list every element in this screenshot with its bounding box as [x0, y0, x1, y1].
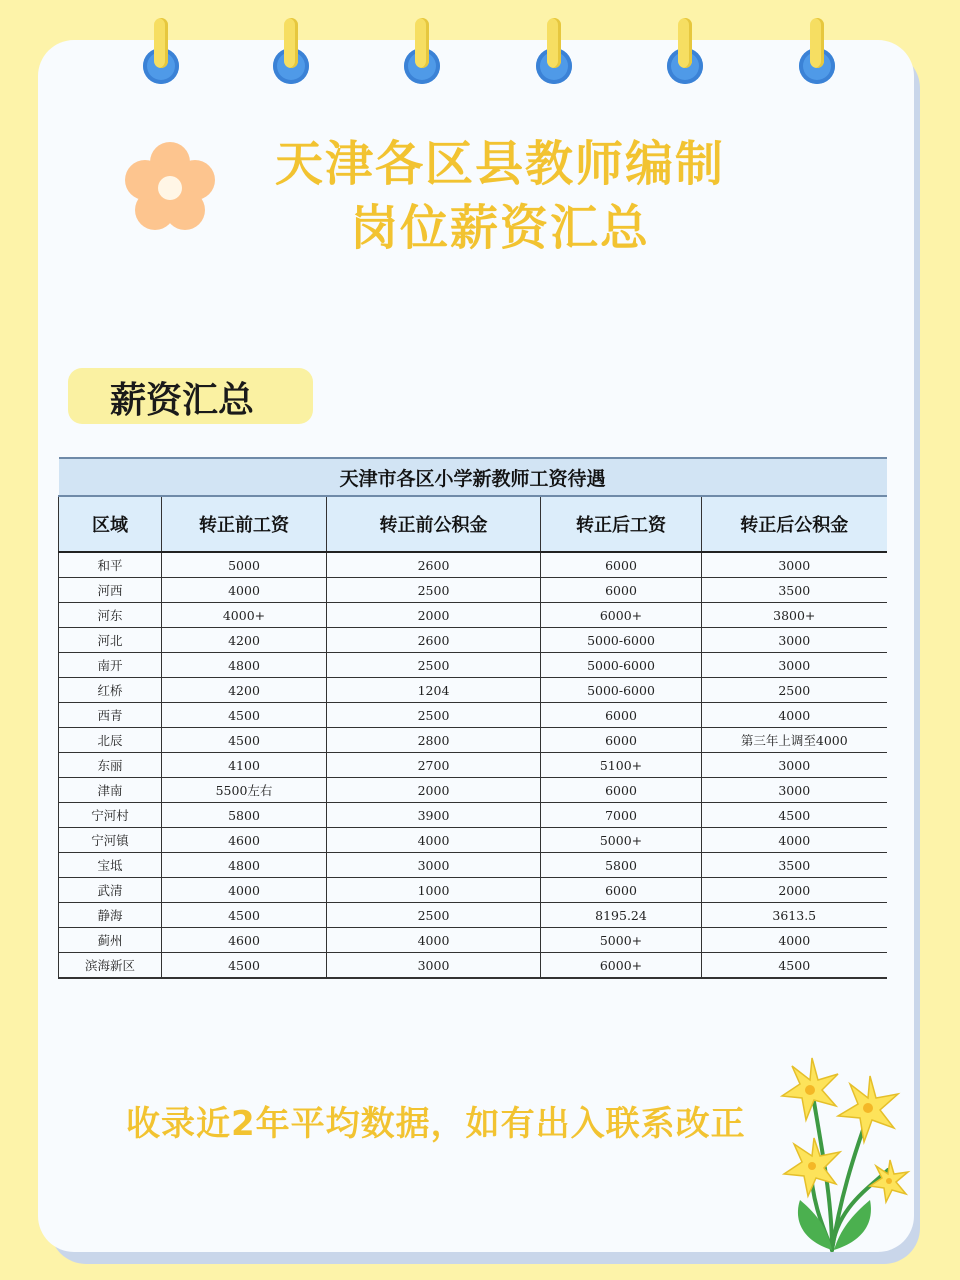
region-cell: 宁河村 — [59, 803, 162, 828]
table-row — [59, 628, 887, 653]
value-cell: 2800 — [327, 728, 541, 753]
value-cell: 4800 — [162, 853, 327, 878]
table-row — [59, 778, 887, 803]
value-cell: 2600 — [327, 628, 541, 653]
value-cell: 5000+ — [541, 928, 702, 953]
value-cell: 3000 — [702, 653, 887, 678]
value-cell: 第三年上调至4000 — [702, 728, 887, 753]
binder-ring-icon — [143, 18, 179, 84]
value-cell: 3000 — [702, 552, 887, 578]
value-cell: 4500 — [162, 728, 327, 753]
value-cell: 4800 — [162, 653, 327, 678]
value-cell: 4000 — [702, 928, 887, 953]
table-row — [59, 878, 887, 903]
value-cell: 3800+ — [702, 603, 887, 628]
value-cell: 8195.24 — [541, 903, 702, 928]
value-cell: 2000 — [327, 603, 541, 628]
value-cell: 2600 — [327, 552, 541, 578]
value-cell: 4000 — [702, 703, 887, 728]
value-cell: 2500 — [327, 578, 541, 603]
value-cell: 4600 — [162, 928, 327, 953]
table-row — [59, 703, 887, 728]
table-row — [59, 853, 887, 878]
value-cell: 4500 — [162, 703, 327, 728]
value-cell: 5000-6000 — [541, 678, 702, 703]
value-cell: 6000+ — [541, 603, 702, 628]
value-cell: 3000 — [702, 778, 887, 803]
region-cell: 河东 — [59, 603, 162, 628]
value-cell: 4500 — [702, 953, 887, 979]
table-row — [59, 653, 887, 678]
value-cell: 6000 — [541, 703, 702, 728]
value-cell: 2500 — [327, 653, 541, 678]
column-header: 转正后公积金 — [702, 496, 887, 552]
table-row — [59, 803, 887, 828]
region-cell: 蓟州 — [59, 928, 162, 953]
value-cell: 1204 — [327, 678, 541, 703]
footer-note: 收录近2年平均数据，如有出入联系改正 — [126, 1104, 746, 1144]
region-cell: 武清 — [59, 878, 162, 903]
yellow-flowers-illustration — [770, 1050, 920, 1260]
value-cell: 7000 — [541, 803, 702, 828]
value-cell: 4100 — [162, 753, 327, 778]
value-cell: 3500 — [702, 578, 887, 603]
page-title-line1: 天津各区县教师编制 — [274, 136, 725, 192]
value-cell: 2000 — [702, 878, 887, 903]
region-cell: 南开 — [59, 653, 162, 678]
column-header: 转正前工资 — [162, 496, 327, 552]
region-cell: 静海 — [59, 903, 162, 928]
value-cell: 3613.5 — [702, 903, 887, 928]
binder-ring-icon — [536, 18, 572, 84]
region-cell: 宝坻 — [59, 853, 162, 878]
table-row — [59, 603, 887, 628]
value-cell: 4000 — [702, 828, 887, 853]
value-cell: 6000+ — [541, 953, 702, 979]
table-row — [59, 828, 887, 853]
value-cell: 2700 — [327, 753, 541, 778]
value-cell: 5800 — [541, 853, 702, 878]
value-cell: 2000 — [327, 778, 541, 803]
region-cell: 河北 — [59, 628, 162, 653]
value-cell: 4000 — [327, 928, 541, 953]
page-title — [200, 132, 800, 260]
binder-ring-icon — [799, 18, 835, 84]
value-cell: 4000 — [162, 878, 327, 903]
table-row — [59, 953, 887, 979]
region-cell: 宁河镇 — [59, 828, 162, 853]
value-cell: 3000 — [702, 628, 887, 653]
value-cell: 4200 — [162, 678, 327, 703]
column-header: 转正前公积金 — [327, 496, 541, 552]
table-row — [59, 753, 887, 778]
region-cell: 滨海新区 — [59, 953, 162, 979]
value-cell: 3000 — [327, 953, 541, 979]
value-cell: 3000 — [702, 753, 887, 778]
value-cell: 2500 — [702, 678, 887, 703]
salary-table — [58, 457, 887, 979]
page-title-line2: 岗位薪资汇总 — [349, 200, 650, 256]
value-cell: 3000 — [327, 853, 541, 878]
value-cell: 4500 — [162, 953, 327, 979]
table-row — [59, 678, 887, 703]
value-cell: 4000+ — [162, 603, 327, 628]
table-row — [59, 903, 887, 928]
section-tag-label: 薪资汇总 — [110, 380, 255, 421]
value-cell: 4000 — [327, 828, 541, 853]
value-cell: 2500 — [327, 703, 541, 728]
table-row — [59, 928, 887, 953]
region-cell: 北辰 — [59, 728, 162, 753]
value-cell: 1000 — [327, 878, 541, 903]
value-cell: 3500 — [702, 853, 887, 878]
value-cell: 6000 — [541, 552, 702, 578]
value-cell: 4500 — [702, 803, 887, 828]
table-row — [59, 728, 887, 753]
region-cell: 河西 — [59, 578, 162, 603]
value-cell: 4200 — [162, 628, 327, 653]
value-cell: 6000 — [541, 578, 702, 603]
section-tag — [68, 368, 313, 424]
value-cell: 5500左右 — [162, 778, 327, 803]
value-cell: 5100+ — [541, 753, 702, 778]
value-cell: 2500 — [327, 903, 541, 928]
binder-ring-icon — [273, 18, 309, 84]
table-row — [59, 578, 887, 603]
column-header: 区域 — [59, 496, 162, 552]
binder-ring-icon — [667, 18, 703, 84]
region-cell: 西青 — [59, 703, 162, 728]
region-cell: 东丽 — [59, 753, 162, 778]
value-cell: 6000 — [541, 728, 702, 753]
value-cell: 5800 — [162, 803, 327, 828]
value-cell: 4000 — [162, 578, 327, 603]
value-cell: 6000 — [541, 778, 702, 803]
value-cell: 5000+ — [541, 828, 702, 853]
region-cell: 和平 — [59, 552, 162, 578]
binder-ring-icon — [404, 18, 440, 84]
value-cell: 5000 — [162, 552, 327, 578]
value-cell: 4600 — [162, 828, 327, 853]
column-header: 转正后工资 — [541, 496, 702, 552]
table-row — [59, 552, 887, 578]
region-cell: 津南 — [59, 778, 162, 803]
region-cell: 红桥 — [59, 678, 162, 703]
value-cell: 6000 — [541, 878, 702, 903]
value-cell: 5000-6000 — [541, 653, 702, 678]
value-cell: 4500 — [162, 903, 327, 928]
value-cell: 3900 — [327, 803, 541, 828]
value-cell: 5000-6000 — [541, 628, 702, 653]
table-caption: 天津市各区小学新教师工资待遇 — [59, 458, 887, 496]
